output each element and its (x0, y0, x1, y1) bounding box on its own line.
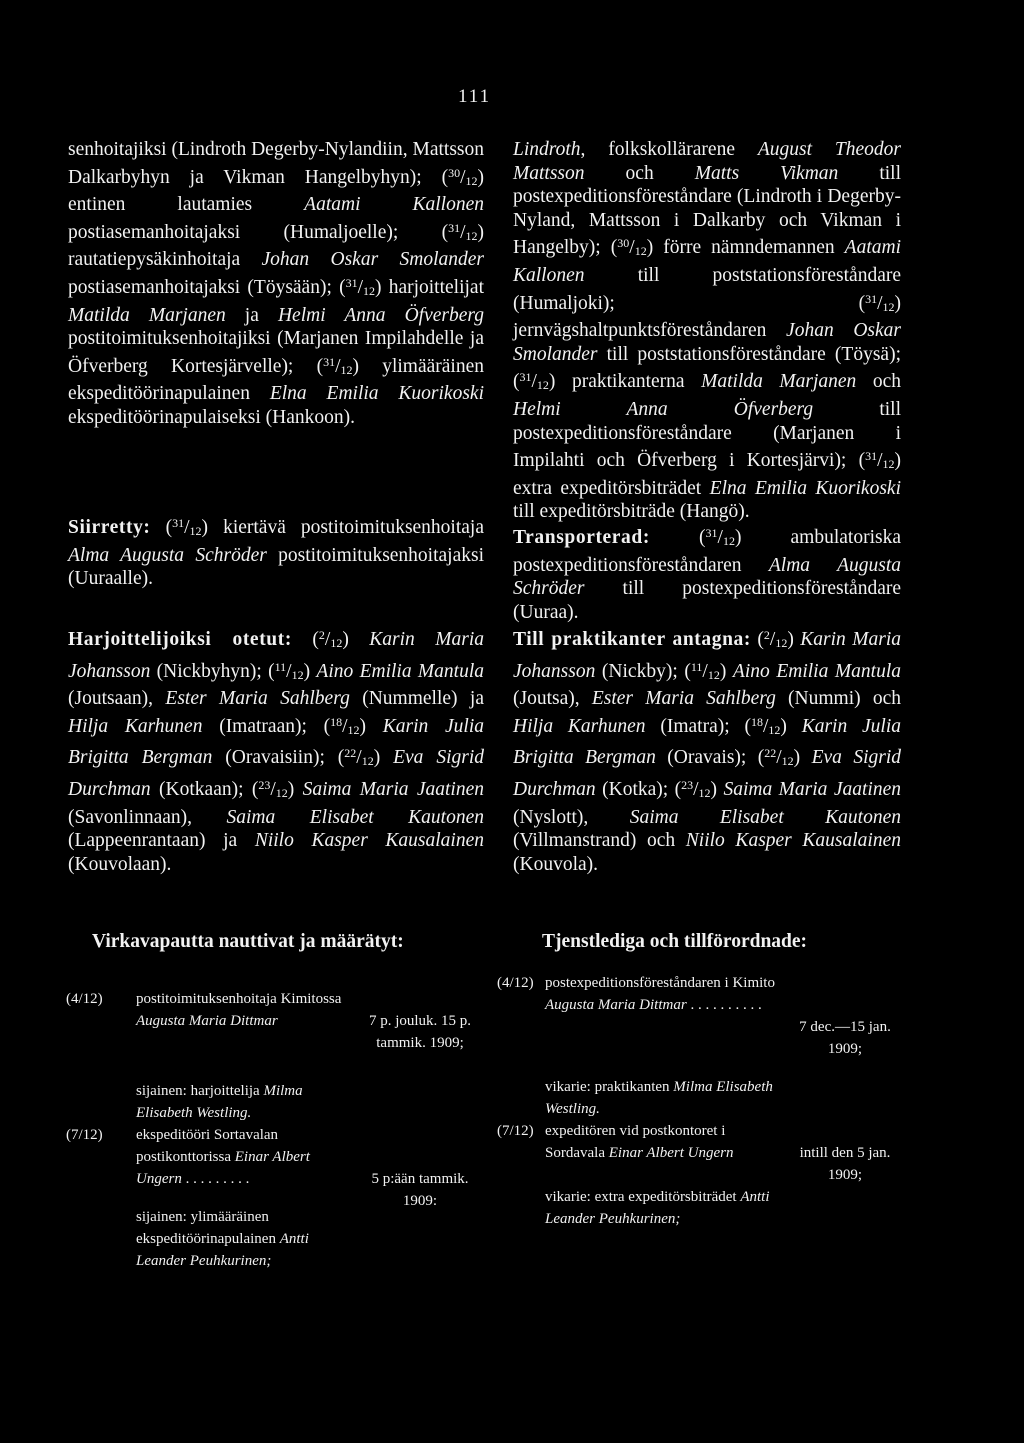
swe-trainees-paragraph: Till praktikanter antagna: $(^2/_{12})$ Karin Maria Johansson (Nickby); $(^{11}/_{12})$ Aino Emilia Mantula (Joutsa), Ester Maria Sahlberg (Nummi) och Hilja Karhunen (Imatra); $(^{18}/_{12})$ Karin Julia Brigitta Bergman (Oravais); $(^{22}/_{12})$ Eva Sigrid Durchman (Kotka); $(^{23}/_{12})$ Saima Maria Jaatinen (Nyslott), Saima Elisabet Kautonen (Villmanstrand) och Niilo Kasper Kausalainen (Kouvola). (513, 628, 902, 875)
swe-leave-row-1-substitute (497, 1076, 907, 1120)
page-number: 111 (458, 86, 492, 107)
fin-leave-table (66, 988, 486, 1269)
swe-leave-row-2-substitute (497, 1186, 907, 1252)
fin-trainees-paragraph: Harjoittelijoiksi otetut: $(^2/_{12})$ Karin Maria Johansson (Nickbyhyn); $(^{11}/_{12})$ Aino Emilia Mantula (Joutsaan), Ester Maria Sahlberg (Nummelle) ja Hilja Karhunen (Imatraan); $(^{18}/_{12})$ Karin Julia Brigitta Bergman (Oravaisiin); $(^{22}/_{12})$ Eva Sigrid Durchman (Kotkaan); $(^{23}/_{12})$ Saima Maria Jaatinen (Savonlinnaan), Saima Elisabet Kautonen (Lappeenrantaan) ja Niilo Kasper Kausalainen (Kouvolaan). (68, 628, 485, 875)
fin-leave-row-2-substitute-text: sijainen: ylimääräinen ekspeditöörinapulainen Antti Leander Peuhkurinen; (136, 1209, 309, 1269)
swe-appointments-paragraph: Lindroth, folkskollärarene August Theodor Mattsson och Matts Vikman till postexpeditionsföreståndare (Lindroth i Degerby-Nyland, Mattsson i Dalkarby och Vikman i Hangelby); $(^{30}/_{12})$ förre nämndemannen Aatami Kallonen till poststationsföreståndare (Humaljoki); $(^{31}/_{12})$ jernvägshaltpunktsföreståndaren Johan Oskar Smolander till poststationsföreståndare (Töysä); $(^{31}/_{12})$ praktikanterna Matilda Marjanen och Helmi Anna Öfverberg till postexpeditionsföreståndare (Marjanen i Impilahti och Öfverberg i Kortesjärvi); $(^{31}/_{12})$ extra expeditörsbiträdet Elna Emilia Kuorikoski till expeditörsbiträde (Hangö). (513, 139, 902, 523)
swe-leave-row-1 (497, 972, 907, 1062)
swe-leave-row-1-text: postexpeditionsföreståndaren i Kimito Augusta Maria Dittmar . . . . . . . . . . (545, 975, 775, 1013)
swe-leave-row-2-substitute-text: vikarie: extra expeditörsbiträdet Antti Leander Peuhkurinen; (545, 1189, 770, 1227)
fin-leave-row-1-substitute-text: sijainen: harjoittelija Milma Elisabeth Westling. (136, 1083, 303, 1121)
fin-leave-row-2 (66, 1124, 486, 1209)
swe-transfer-paragraph: Transporterad: $(^{31}/_{12})$ ambulatoriska postexpeditionsföreståndaren Alma Augusta Schröder till postexpeditionsföreståndare (Uuraa). (513, 526, 901, 623)
swe-leave-table (497, 972, 907, 1252)
fin-leave-row-2-text: ekspeditööri Sortavalan postikonttorissa Einar Albert Ungern . . . . . . . . . (136, 1127, 310, 1187)
swe-leave-row-1-date-mark: (4/12) (497, 975, 534, 991)
fin-appointments-paragraph: senhoitajiksi (Lindroth Degerby-Nylandiin, Mattsson Dalkarbyhyn ja Vikman Hangelbyhyn); $(^{30}/_{12})$ entinen lautamies Aatami Kallonen postiasemanhoitajaksi (Humaljoelle); $(^{31}/_{12})$ rautatiepysäkinhoitaja Johan Oskar Smolander postiasemanhoitajaksi (Töysään); $(^{31}/_{12})$ harjoittelijat Matilda Marjanen ja Helmi Anna Öfverberg postitoimituksenhoitajiksi (Marjanen Impilahdelle ja Öfverberg Kortesjärvelle); $(^{31}/_{12})$ ylimääräinen ekspeditöörinapulainen Elna Emilia Kuorikoski ekspeditöörinapulaiseksi (Hankoon). (68, 139, 485, 428)
fin-leave-row-2-period: 5 p:ään tammik. 1909: (371, 1171, 469, 1209)
swe-leave-row-1-period: 7 dec.—15 jan. 1909; (799, 1019, 891, 1057)
swe-leave-row-2-text: expeditören vid postkontoret i Sordavala Einar Albert Ungern (545, 1123, 734, 1161)
swe-leave-row-2-date-mark: (7/12) (497, 1123, 534, 1139)
fin-leave-row-2-substitute (66, 1206, 486, 1269)
swe-leave-heading: Tjenstlediga och tillförordnade: (542, 931, 808, 952)
fin-leave-row-1-date-mark: (4/12) (66, 991, 103, 1007)
fin-leave-heading: Virkavapautta nauttivat ja määrätyt: (92, 931, 404, 952)
fin-leave-row-1-period: 7 p. jouluk. 15 p. tammik. 1909; (368, 1013, 472, 1051)
fin-leave-row-1-substitute (66, 1080, 486, 1124)
fin-leave-row-1 (66, 988, 486, 1078)
swe-leave-row-2-period: intill den 5 jan. 1909; (799, 1145, 891, 1183)
swe-leave-row-1-substitute-text: vikarie: praktikanten Milma Elisabeth Westling. (545, 1079, 773, 1117)
swedish-column (513, 138, 901, 898)
fin-transfer-paragraph: Siirretty: $(^{31}/_{12})$ kiertävä postitoimituksenhoitaja Alma Augusta Schröder postitoimituksenhoitajaksi (Uuraalle). (68, 516, 485, 590)
finnish-column (68, 138, 484, 898)
swe-leave-row-2 (497, 1120, 907, 1183)
fin-leave-row-2-date-mark: (7/12) (66, 1127, 103, 1143)
fin-leave-row-1-text: postitoimituksenhoitaja Kimitossa Augusta Maria Dittmar (136, 991, 342, 1029)
